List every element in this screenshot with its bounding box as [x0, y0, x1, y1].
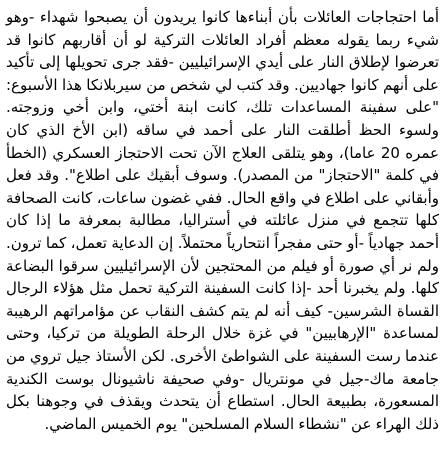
- article-paragraph: أما احتجاجات العائلات بأن أبناءها كانوا يريدون أن يصبحوا شهداء -وهو شيء ربما يقوله معظم أفراد العائلات التركية لو أن أقاربهم كانوا قد تعرضوا لإطلاق النار على أيدي الإسرائيليين -فقد جرى تحويلها إلى تأكيد على أنهم كانوا جهاديين. وقد كتب لي شخص من سيربلانكا هذا الأسبوع: "على سفينة المساعدات تلك، كانت ابنة أختي، وابن أخي وزوجته. ولسوء الحظ أطلقت النار على أحمد في ساقه (ابن الأخ الذي كان عمره 20 عاما)، وهو يتلقى العلاج الآن تحت الاحتجاز العسكري (الخطأ في كلمة "الاحتجاز" من المصدر). وسوف أبقيك على اطلاع". وقد فعل وأبقاني على اطلاع في واقع الحال. ففي غضون ساعات، كانت الصحافة كلها تتجمع في منزل عائلته في أستراليا، مطالبة بمعرفة ما إذا كان أحمد جهادياً -أو حتى مفجراً انتحارياً محتملاً. إن الدعاية تعمل، كما ترون. ولم نر أي صورة أو فيلم من المحتجين لأن الإسرائيليين سرقوا البضاعة كلها. ولم يخبرنا أحد -إذا كانت السفينة التركية تحمل مثل هؤلاء الرجال القساة الشرسين- كيف أنه لم يتم كشف النقاب عن مؤامراتهم الرهيبة لمساعدة "الإرهابيين" في غزة خلال الرحلة الطويلة من تركيا، وحتى عندما رست السفينة على الشواطئ الأخرى. لكن الأستاذ جيل تروي من جامعة ماك-جيل في مونتريال -وفي صحيفة ناشيونال بوست الكندية المسعورة، بطبيعة الحال. استطاع أن يتحدث ويقذف في وجوهنا بكل ذلك الهراء عن "نشطاء السلام المسلحين" يوم الخميس الماضي.: [6, 8, 439, 433]
